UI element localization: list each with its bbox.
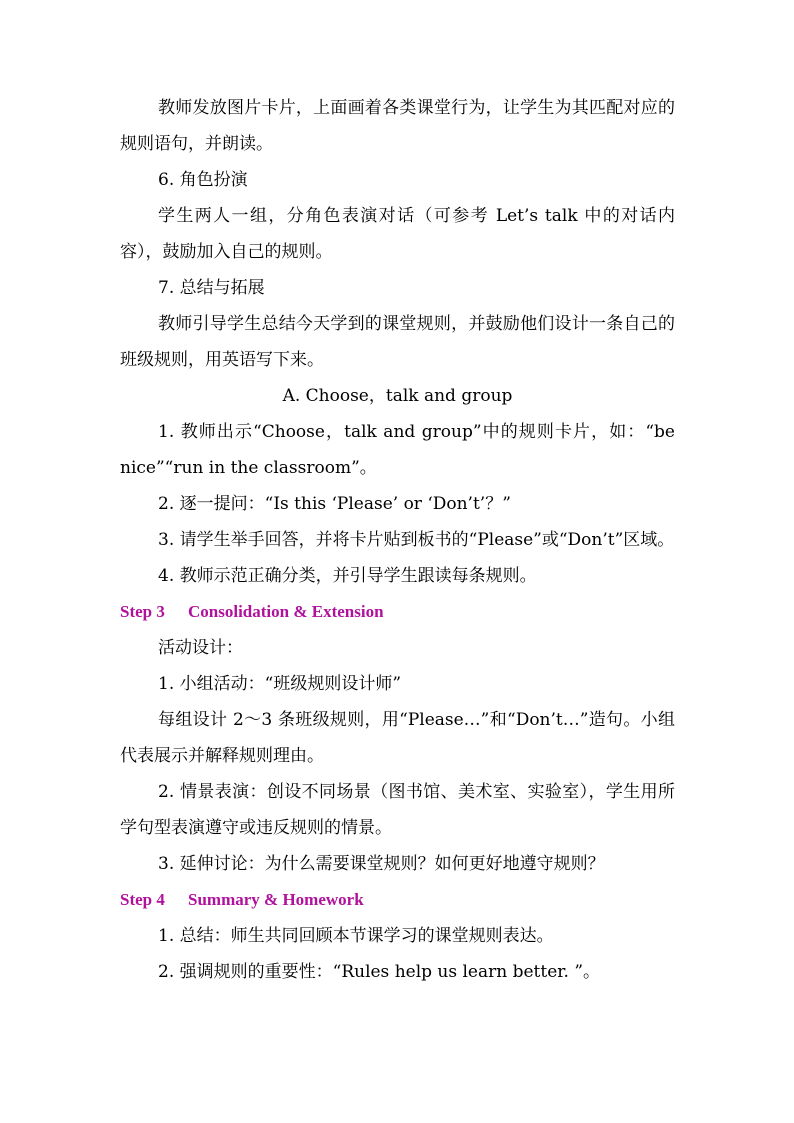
paragraph: 学生两人一组，分角色表演对话（可参考 Let’s talk 中的对话内容），鼓励加入自己的规则。 [120, 206, 675, 262]
paragraph: 2. 逐一提问：“Is this ‘Please’ or ‘Don’t’？” [158, 494, 511, 514]
step-number: Step 3 [120, 602, 165, 621]
paragraph: 1. 教师出示“Choose，talk and group”中的规则卡片，如：“be nice”“run in the classroom”。 [120, 422, 675, 478]
step-number: Step 4 [120, 890, 165, 909]
paragraph: 活动设计： [158, 638, 243, 658]
step-heading [120, 882, 675, 918]
paragraph: 2. 情景表演：创设不同场景（图书馆、美术室、实验室），学生用所学句型表演遵守或违反规则的情景。 [120, 782, 675, 838]
activity-title: A. Choose，talk and group [282, 386, 513, 406]
step-title: Consolidation & Extension [188, 602, 384, 621]
paragraph: 教师引导学生总结今天学到的课堂规则，并鼓励他们设计一条自己的班级规则，用英语写下来。 [120, 314, 675, 370]
section-heading: 7. 总结与拓展 [158, 278, 265, 298]
paragraph: 每组设计 2～3 条班级规则，用“Please…”和“Don’t…”造句。小组代表展示并解释规则理由。 [120, 710, 675, 766]
paragraph: 4. 教师示范正确分类，并引导学生跟读每条规则。 [158, 566, 537, 586]
paragraph: 2. 强调规则的重要性：“Rules help us learn better. ”。 [158, 962, 601, 982]
paragraph: 3. 延伸讨论：为什么需要课堂规则？如何更好地遵守规则？ [158, 854, 605, 874]
paragraph: 1. 总结：师生共同回顾本节课学习的课堂规则表达。 [158, 926, 554, 946]
section-heading: 6. 角色扮演 [158, 170, 248, 190]
paragraph: 1. 小组活动：“班级规则设计师” [158, 674, 402, 694]
document-body [120, 90, 675, 990]
step-heading [120, 594, 675, 630]
step-title: Summary & Homework [188, 890, 364, 909]
paragraph: 教师发放图片卡片，上面画着各类课堂行为，让学生为其匹配对应的规则语句，并朗读。 [120, 98, 675, 154]
paragraph: 3. 请学生举手回答，并将卡片贴到板书的“Please”或“Don’t”区域。 [158, 530, 675, 550]
